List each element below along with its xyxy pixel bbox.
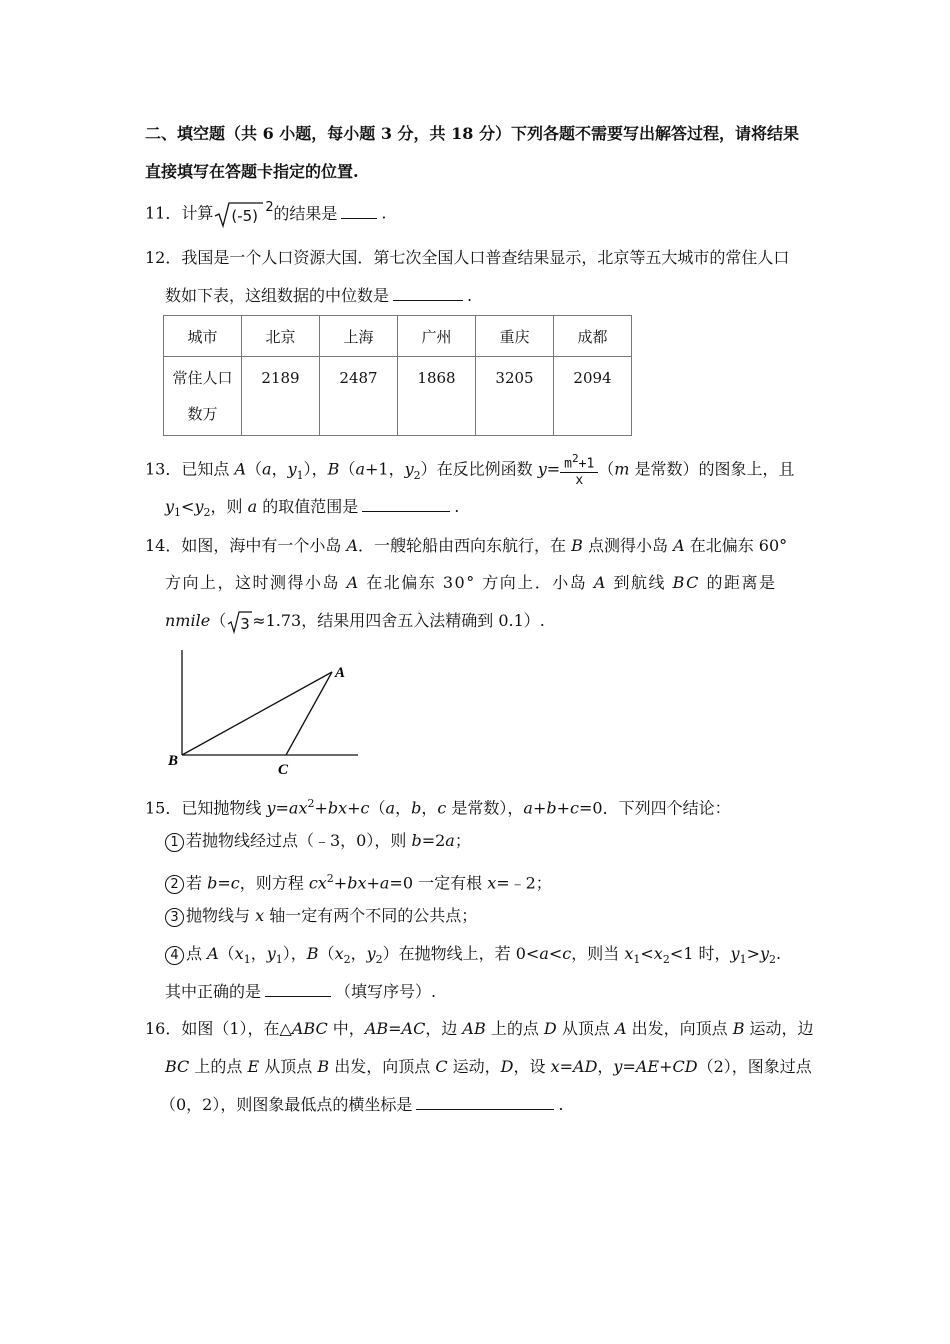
label-A: A	[335, 665, 346, 681]
question-16-line3	[160, 1093, 563, 1117]
text-fragment: （	[210, 611, 227, 630]
math-variable: x	[487, 873, 497, 893]
math-variable: A	[234, 459, 247, 479]
text-fragment: （	[218, 944, 235, 963]
math-variable: x	[653, 944, 663, 963]
circled-number-2: 2	[165, 875, 184, 894]
text-fragment: =0 一定有根	[389, 873, 488, 893]
table-cell: 北京	[242, 316, 320, 357]
text-fragment: 15．已知抛物线	[145, 798, 267, 818]
math-variable: E	[247, 1057, 260, 1076]
text-fragment: 是常数），	[446, 798, 524, 818]
text-fragment: ，设	[513, 1057, 551, 1076]
text-fragment: ，则	[210, 497, 248, 516]
text-fragment: =0．下列四个结论：	[578, 798, 731, 818]
math-variable: AD	[573, 1057, 598, 1076]
text-fragment: .	[558, 1095, 564, 1114]
sqrt-3	[226, 609, 252, 634]
math-variable: b	[411, 831, 422, 850]
text-fragment: 在北偏东 30° 方向上．小岛	[359, 573, 594, 592]
math-variable: AB	[462, 1019, 486, 1038]
text-fragment: （	[369, 798, 386, 818]
text-fragment: <	[640, 944, 654, 963]
question-14-line2	[165, 571, 777, 595]
math-variable: a	[445, 831, 455, 850]
text-fragment: 轴一定有两个不同的公共点；	[264, 906, 478, 925]
superscript: 2	[572, 452, 579, 465]
math-variable: B	[732, 1019, 745, 1038]
table-cell: 2189	[242, 357, 320, 436]
q14-figure	[160, 645, 370, 780]
table-cell: 1868	[398, 357, 476, 436]
subscript: 1	[296, 468, 304, 482]
text-fragment: x	[575, 473, 584, 489]
question-13-line2	[165, 495, 459, 525]
math-variable: BC	[165, 1057, 190, 1076]
text-fragment: =	[622, 1057, 636, 1076]
math-variable: a	[262, 459, 272, 479]
text-fragment: 到航线	[606, 573, 673, 592]
table-row-label	[164, 357, 242, 436]
row-label-line2: 数万	[187, 405, 218, 423]
superscript: 2	[307, 797, 315, 810]
text-fragment: ，	[271, 459, 288, 479]
question-16-line1	[145, 1017, 814, 1041]
math-variable: y	[287, 459, 297, 479]
text-fragment: 抛物线与	[186, 906, 256, 925]
math-variable: a	[355, 459, 365, 479]
text-fragment: 上的点	[189, 1057, 248, 1076]
text-fragment: ），	[303, 459, 328, 479]
text-fragment: （0，2），则图象最低点的横坐标是	[160, 1095, 413, 1114]
text-fragment: （2），图象过点	[697, 1057, 812, 1076]
math-variable: a	[247, 497, 258, 516]
text-fragment: ，边	[425, 1019, 463, 1038]
table-cell: 广州	[398, 316, 476, 357]
math-variable: a	[385, 798, 396, 818]
math-variable: B	[571, 536, 583, 555]
text-fragment: 的取值范围是	[257, 497, 359, 516]
math-variable: c	[230, 873, 240, 893]
math-variable: x	[550, 1057, 560, 1076]
text-fragment: （	[339, 459, 356, 479]
text-fragment: +	[659, 1057, 673, 1076]
subscript: 1	[633, 953, 641, 967]
answer-blank-16[interactable]	[416, 1093, 554, 1110]
question-12-line1: 12．我国是一个人口资源大国．第七次全国人口普查结果显示，北京等五大城市的常住人口	[145, 248, 790, 267]
text-fragment: 上的点	[485, 1019, 544, 1038]
table-header-row	[164, 316, 632, 357]
question-13-line1	[145, 451, 795, 489]
text-fragment: ；	[454, 831, 471, 850]
subscript: 2	[375, 953, 383, 967]
text-fragment: 方向上，这时测得小岛	[165, 573, 347, 592]
text-fragment: =	[388, 1019, 402, 1038]
text-fragment: 出发，向顶点	[329, 1057, 436, 1076]
math-variable: A	[593, 573, 607, 592]
text-fragment: 若抛物线经过点（﹣3，0），则	[186, 831, 412, 850]
math-variable: y	[266, 944, 276, 963]
text-fragment: =	[559, 1057, 574, 1076]
text-fragment: 在北偏东 60°	[684, 536, 788, 555]
text-fragment: ．一艘轮船由西向东航行，在	[358, 536, 572, 555]
text-fragment: ，	[350, 944, 367, 963]
text-fragment: =	[546, 459, 561, 479]
text-fragment: .	[776, 944, 782, 963]
subscript: 1	[243, 953, 251, 967]
circled-number-4: 4	[165, 946, 184, 965]
math-variable: ABC	[291, 1019, 328, 1038]
math-variable: c	[437, 798, 447, 818]
math-variable: AC	[401, 1019, 426, 1038]
math-variable: A	[346, 573, 360, 592]
q15-item-4	[165, 942, 781, 972]
text-fragment: （填写序号）.	[335, 982, 437, 1001]
text-fragment: =	[275, 798, 289, 818]
q12-period: .	[467, 286, 473, 305]
population-table	[163, 315, 632, 436]
math-variable: a+b+c	[523, 798, 579, 818]
text-fragment: .	[454, 497, 460, 516]
math-variable: +bx+c	[314, 798, 370, 818]
text-fragment: 中，	[327, 1019, 365, 1038]
math-variable: y	[165, 497, 175, 516]
text-fragment: 14．如图，海中有一个小岛	[145, 536, 347, 555]
table-cell: 上海	[320, 316, 398, 357]
math-variable: b	[411, 798, 422, 818]
text-fragment: 的距离是	[699, 573, 777, 592]
math-variable: m	[614, 459, 630, 479]
text-fragment: ）在反比例函数	[420, 459, 538, 479]
text-fragment: ），	[282, 944, 307, 963]
q15-item-1	[165, 829, 471, 853]
math-variable: AB	[364, 1019, 389, 1038]
subscript: 1	[174, 506, 182, 520]
text-fragment: ，	[597, 1057, 614, 1076]
math-variable: CD	[672, 1057, 698, 1076]
table-cell: 城市	[164, 316, 242, 357]
text-fragment: 出发，向顶点	[626, 1019, 733, 1038]
text-fragment: +1，	[364, 459, 405, 479]
text-fragment: 其中正确的是	[165, 982, 262, 1001]
table-cell: 3205	[476, 357, 554, 436]
answer-blank-13[interactable]	[362, 495, 450, 512]
text-fragment: 若	[186, 873, 208, 893]
math-variable: D	[500, 1057, 514, 1076]
row-label-line1: 常住人口	[172, 369, 233, 387]
subscript: 2	[413, 468, 421, 482]
question-16-line2	[165, 1055, 812, 1079]
math-variable: x	[624, 944, 634, 963]
text-fragment: 是常数）的图象上，且	[629, 459, 795, 479]
math-variable: A	[207, 944, 219, 963]
subscript: 2	[769, 953, 777, 967]
text-fragment: <	[181, 497, 195, 516]
math-variable: D	[543, 1019, 557, 1038]
math-variable: y	[266, 798, 276, 818]
radicand: (-5)	[231, 207, 259, 225]
subscript: 1	[275, 953, 283, 967]
section-heading-line1: 二、填空题（共 6 小题，每小题 3 分，共 18 分）下列各题不需要写出解答过程，请将结果	[145, 124, 799, 143]
text-fragment: 运动，	[447, 1057, 501, 1076]
text-fragment: 13．已知点	[145, 459, 235, 479]
text-fragment: +1	[578, 456, 595, 472]
text-fragment: 点测得小岛	[582, 536, 674, 555]
answer-blank-12[interactable]	[393, 284, 463, 301]
text-fragment: （	[598, 459, 615, 479]
text-fragment: ≈1.73，结果用四舍五入法精确到 0.1）.	[252, 611, 545, 630]
text-fragment: =	[217, 873, 231, 893]
fraction	[560, 451, 598, 489]
question-11	[145, 200, 386, 228]
math-variable: c	[562, 944, 572, 963]
text-fragment: ，	[250, 944, 267, 963]
math-variable: y	[537, 459, 547, 479]
math-variable: BC	[672, 573, 700, 592]
circled-number-3: 3	[165, 908, 184, 927]
subscript: 2	[343, 953, 351, 967]
math-variable: ax	[288, 798, 308, 818]
q15-answer-line	[165, 980, 436, 1004]
circled-number-1: 1	[165, 833, 184, 852]
text-fragment: 运动，边	[744, 1019, 814, 1038]
answer-blank-15[interactable]	[265, 980, 331, 997]
text-fragment: 从顶点	[556, 1019, 615, 1038]
math-variable: B	[317, 1057, 330, 1076]
text-fragment: ，	[395, 798, 412, 818]
math-variable: x	[255, 906, 265, 925]
table-cell: 成都	[554, 316, 632, 357]
label-B: B	[168, 753, 179, 769]
math-variable: A	[614, 1019, 627, 1038]
section-heading-line2: 直接填写在答题卡指定的位置.	[145, 162, 359, 181]
sqrt-expression	[213, 200, 274, 228]
text-fragment: <1 时，	[669, 944, 731, 963]
question-14-line3	[165, 609, 545, 634]
math-variable: +bx+a	[333, 873, 390, 893]
text-fragment: ，则当	[571, 944, 625, 963]
math-variable: A	[346, 536, 359, 555]
math-variable: y	[613, 1057, 623, 1076]
text-fragment: =﹣2；	[496, 873, 552, 893]
text-fragment: 16．如图（1），在△	[145, 1019, 292, 1038]
table-cell: 重庆	[476, 316, 554, 357]
math-variable: y	[194, 497, 204, 516]
math-variable: nmile	[165, 611, 211, 630]
math-variable: y	[404, 459, 414, 479]
math-variable: B	[306, 944, 319, 963]
question-12-line2	[165, 284, 472, 308]
text-fragment: 从顶点	[259, 1057, 318, 1076]
math-variable: b	[207, 873, 218, 893]
superscript: 2	[326, 872, 334, 885]
math-variable: C	[435, 1057, 448, 1076]
text-fragment: 3	[240, 615, 250, 634]
text-fragment: ，则方程	[239, 873, 309, 893]
q15-item-3	[165, 904, 477, 928]
text-fragment: <	[548, 944, 563, 963]
table-cell: 2487	[320, 357, 398, 436]
q11-text-post: 的结果是	[273, 203, 338, 223]
text-fragment	[560, 451, 598, 473]
subscript: 1	[739, 953, 747, 967]
text-fragment: ，	[421, 798, 438, 818]
table-row	[164, 357, 632, 436]
q12-text: 数如下表，这组数据的中位数是	[165, 286, 390, 305]
subscript: 2	[203, 506, 211, 520]
math-variable: x	[234, 944, 244, 963]
math-variable: AE	[635, 1057, 660, 1076]
math-variable: cx	[308, 873, 327, 893]
question-14-line1	[145, 534, 787, 558]
q11-period: .	[381, 203, 387, 223]
q11-text: 11．计算	[145, 203, 214, 223]
math-variable: y	[759, 944, 770, 963]
text-fragment: m	[564, 456, 572, 472]
math-variable: A	[673, 536, 685, 555]
text-fragment: （	[246, 459, 263, 479]
question-15-line1	[145, 792, 731, 820]
text-fragment: ）在抛物线上，若 0<	[382, 944, 540, 963]
answer-blank-11[interactable]	[341, 202, 377, 219]
subscript: 2	[662, 953, 670, 967]
text-fragment: （	[318, 944, 335, 963]
text-fragment: >	[746, 944, 760, 963]
q15-item-2	[165, 867, 552, 895]
table-cell: 2094	[554, 357, 632, 436]
label-C: C	[278, 762, 289, 778]
math-variable: y	[730, 944, 740, 963]
math-variable: y	[366, 944, 376, 963]
math-variable: a	[539, 944, 549, 963]
math-variable: x	[334, 944, 344, 963]
text-fragment: 点	[186, 944, 208, 963]
math-variable: B	[327, 459, 340, 479]
exponent: 2	[265, 200, 274, 215]
text-fragment: =2	[421, 831, 446, 850]
